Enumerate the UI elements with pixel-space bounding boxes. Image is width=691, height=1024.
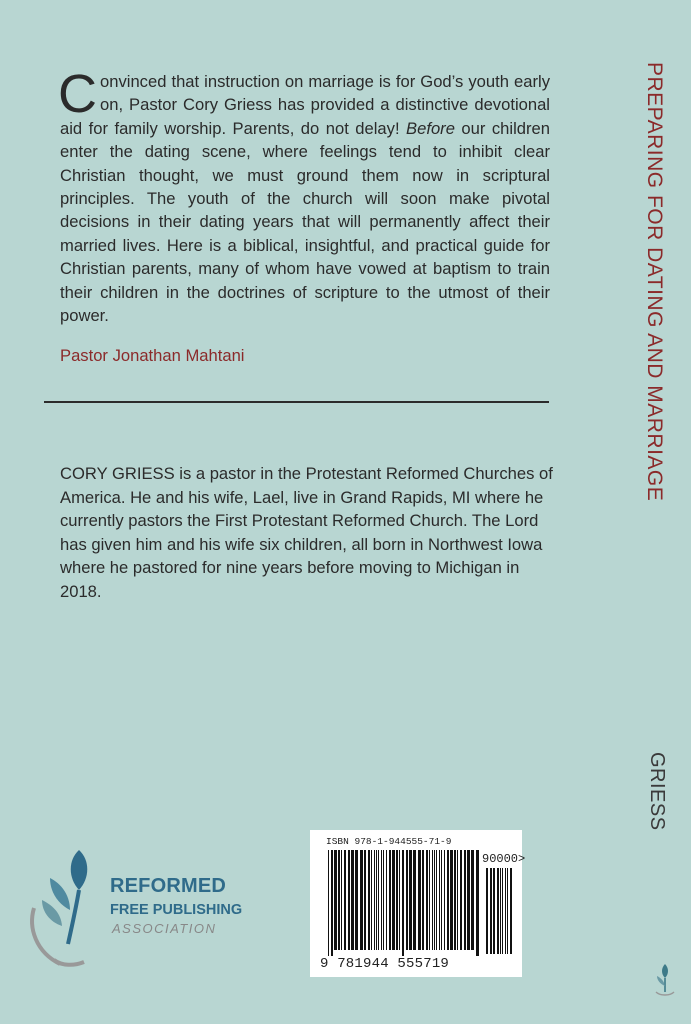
author-bio: CORY GRIESS is a pastor in the Protestant Reformed Churches of America. He and his wife, Lael, live in Grand Rapids, MI where he currently pastors the First Protestant Reformed Church. The Lord has given him and his wife six children, all born in Northwest Iowa where he pastored for nine years before moving to Michigan in 2018.: [60, 464, 553, 601]
barcode-bars: [310, 830, 522, 977]
divider-rule: [44, 401, 549, 403]
endorsement-blurb: [58, 64, 550, 327]
blurb-text-part-2: our children enter the dating scene, where feelings tend to inhibit clear Christian thought, we must ground them now in scriptural principles. The youth of the church will soon make pivotal decisions in their dating years that will permanently affect their married lives. Here is a biblical, insightful, and practical guide for Christian parents, many of whom have vowed at baptism to train their children in the doctrines of scripture to the utmost of their power.: [60, 118, 550, 326]
publisher-name-line1: REFORMED: [110, 875, 227, 897]
blurb-italic: Before: [406, 118, 455, 138]
barcode-digits: 9 781944 555719: [320, 956, 450, 972]
endorsement-attribution: Pastor Jonathan Mahtani: [60, 346, 245, 365]
drop-cap: C: [58, 64, 97, 124]
publisher-name-line3: ASSOCIATION: [112, 921, 217, 936]
blurb-text-part-1: onvinced that instruction on marriage is for God’s youth early on, Pastor Cory Griess has provided a distinctive devotional aid for family worship. Parents, do not delay!: [60, 72, 550, 138]
isbn-label: ISBN 978-1-944555-71-9: [326, 836, 452, 847]
spine-title: PREPARING FOR DATING AND MARRIAGE: [643, 62, 666, 502]
price-code: 90000>: [482, 852, 526, 866]
tulip-icon: [652, 958, 678, 998]
isbn-barcode: [310, 830, 526, 977]
publisher-name-line2: FREE PUBLISHING: [110, 902, 243, 918]
spine-author: GRIESS: [646, 752, 668, 831]
